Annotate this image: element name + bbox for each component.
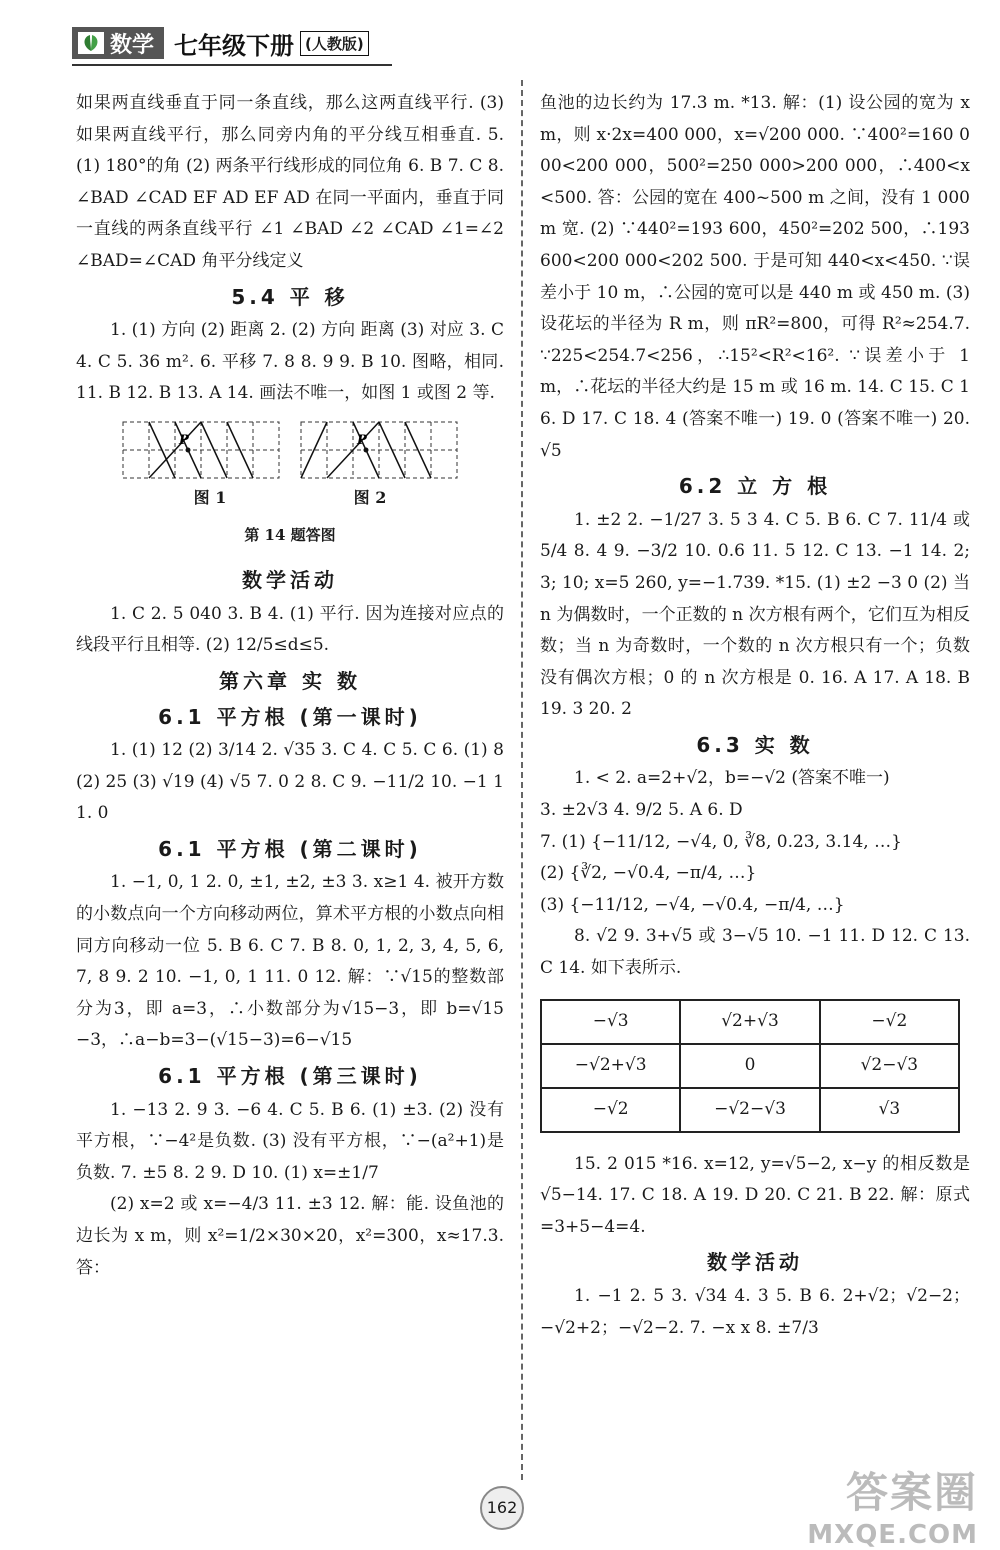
answer-paragraph: 1. C 2. 5 040 3. B 4. (1) 平行. 因为连接对应点的线段平行且相等. (2) 12/5≤d≤5.	[76, 603, 504, 656]
section-heading: 数学活动	[242, 568, 338, 593]
watermark-line-2: MXQE.COM	[807, 1520, 978, 1550]
table-cell: √2−√3	[820, 1044, 959, 1088]
answer-figures	[76, 420, 504, 480]
figure-1-grid	[121, 420, 281, 480]
table-row	[541, 1088, 959, 1132]
table-row	[541, 1044, 959, 1088]
chapter-heading: 第六章 实 数	[219, 668, 361, 693]
answer-table	[540, 999, 960, 1133]
point-label: P	[179, 432, 189, 448]
table-cell: √3	[820, 1088, 959, 1132]
section-heading: 6.1 平方根 (第一课时)	[158, 704, 422, 729]
answer-paragraph: 3. ±2√3 4. 9/2 5. A 6. D	[540, 800, 743, 821]
table-cell: −√2+√3	[541, 1044, 680, 1088]
figure-2-label: 图 2	[353, 487, 387, 507]
subject-label: 数学	[110, 32, 155, 58]
figure-2-grid	[299, 420, 459, 480]
answer-paragraph: (2) x=2 或 x=−4/3 11. ±3 12. 解：能. 设鱼池的边长为 x m，则 x²=1/2×30×20，x²=300，x≈17.3. 答：	[76, 1194, 504, 1278]
answer-paragraph: 1. −13 2. 9 3. −6 4. C 5. B 6. (1) ±3. (2) 没有平方根，∵−4²是负数. (3) 没有平方根，∵−(a²+1)是负数. 7. ±5 8. 2 9. D 10. (1) x=±1/7	[76, 1099, 504, 1183]
answer-paragraph: 15. 2 015 *16. x=12, y=√5−2, x−y 的相反数是 √5−14. 17. C 18. A 19. D 20. C 21. B 22. 解：原式=3+5−4=4.	[540, 1153, 970, 1237]
answer-paragraph: 8. √2 9. 3+√5 或 3−√5 10. −1 11. D 12. C 13. C 14. 如下表所示.	[540, 926, 970, 979]
answer-paragraph: 1. ±2 2. −1/27 3. 5 3 4. C 5. B 6. C 7. 11/4 或5/4 8. 4 9. −3/2 10. 0.6 11. 5 12. C 13. −1 14. 2; 3; 10; x=5 260, y=−1.739. *15. (1) ±2 −3 0 (2) 当 n 为偶数时，一个正数的 n 次方根有两个，它们互为相反数；当 n 为奇数时，一个数的 n 次方根只有一个；负数没有偶次方根；0 的 n 次方根是 0. 16. A 17. A 18. B 19. 3 20. 2	[540, 509, 970, 720]
edition-label: (人教版)	[300, 31, 369, 56]
section-heading: 6.1 平方根 (第三课时)	[158, 1064, 422, 1089]
answer-paragraph: 1. −1, 0, 1 2. 0, ±1, ±2, ±3 3. x≥1 4. 被开方数的小数点向一个方向移动两位，算术平方根的小数点向相同方向移动一位 5. B 6. C 7. B 8. 0, 1, 2, 3, 4, 5, 6, 7, 8 9. 2 10. −1, 0, 1 11. 0 12. 解：∵√15的整数部分为3，即 a=3，∴小数部分为√15−3，即 b=√15−3，∴a−b=3−(√15−3)=6−√15	[76, 872, 504, 1051]
figure-caption: 第 14 题答图	[244, 525, 336, 544]
point-label: P	[357, 432, 367, 448]
table-cell: √2+√3	[680, 1000, 819, 1044]
answer-paragraph: 鱼池的边长约为 17.3 m. *13. 解：(1) 设公园的宽为 x m，则 x·2x=400 000，x=√200 000. ∵400²=160 000<200 000，500²=250 000>200 000，∴400<x<500. 答：公园的宽在 400~500 m 之间，没有 1 000 m 宽. (2) ∵440²=193 600，450²=202 500，∴193 600<200 000<202 500. 于是可知 440<x<450. ∵误差小于 10 m，∴公园的宽可以是 440 m 或 450 m. (3) 设花坛的半径为 R m，则 πR²=800，可得 R²≈254.7. ∵225<254.7<256，∴15²<R²<16². ∵误差小于 1 m，∴花坛的半径大约是 15 m 或 16 m. 14. C 15. C 16. D 17. C 18. 4 (答案不唯一) 19. 0 (答案不唯一) 20. √5	[540, 93, 970, 461]
column-divider	[521, 80, 523, 1480]
watermark-line-1: 答案圈	[845, 1468, 978, 1517]
figure-labels	[130, 482, 450, 514]
watermark	[807, 1460, 978, 1550]
book-title: 七年级下册	[174, 31, 295, 60]
page-number: 162	[480, 1486, 524, 1530]
table-cell: −√2	[541, 1088, 680, 1132]
section-heading: 6.3 实 数	[696, 732, 814, 757]
answer-paragraph: 1. < 2. a=2+√2，b=−√2 (答案不唯一)	[574, 768, 890, 789]
section-heading: 5.4 平 移	[231, 284, 349, 309]
header-bar	[72, 26, 369, 60]
answer-paragraph: 如果两直线垂直于同一条直线，那么这两直线平行. (3) 如果两直线平行，那么同旁内角的平分线互相垂直. 5. (1) 180°的角 (2) 两条平行线形成的同位角 6. B 7. C 8. ∠BAD ∠CAD EF AD EF AD 在同一平面内，垂直于同一直线的两条直线平行 ∠1 ∠BAD ∠2 ∠CAD ∠1=∠2 ∠BAD=∠CAD 角平分线定义	[76, 93, 504, 271]
answer-paragraph: 7. (1) {−11/12, −√4, 0, ∛8, 0.23, 3.14, …}	[540, 831, 902, 852]
section-heading: 6.2 立 方 根	[678, 474, 832, 499]
answer-paragraph: (2) {∛2, −√0.4, −π/4, …}	[540, 863, 757, 884]
right-column	[540, 88, 970, 1344]
answer-paragraph: 1. −1 2. 5 3. √34 4. 3 5. B 6. 2+√2；√2−2；−√2+2；−√2−2. 7. −x x 8. ±7/3	[540, 1286, 970, 1338]
answer-paragraph: 1. (1) 12 (2) 3/14 2. √35 3. C 4. C 5. C 6. (1) 8 (2) 25 (3) √19 (4) √5 7. 0 2 8. C 9. −11/2 10. −1 11. 0	[76, 740, 504, 824]
answer-paragraph: (3) {−11/12, −√4, −√0.4, −π/4, …}	[540, 894, 845, 915]
section-heading: 6.1 平方根 (第二课时)	[158, 836, 422, 861]
table-cell: −√2−√3	[680, 1088, 819, 1132]
table-cell: −√2	[820, 1000, 959, 1044]
header-rule	[72, 64, 392, 66]
answer-paragraph: 1. (1) 方向 (2) 距离 2. (2) 方向 距离 (3) 对应 3. C 4. C 5. 36 m². 6. 平移 7. 8 8. 9 9. B 10. 图略，相同. 11. B 12. B 13. A 14. 画法不唯一，如图 1 或图 2 等.	[76, 320, 504, 404]
section-heading: 数学活动	[707, 1250, 803, 1275]
figure-1-label: 图 1	[193, 487, 227, 507]
table-cell: 0	[680, 1044, 819, 1088]
leaf-icon	[78, 32, 104, 54]
left-column	[76, 88, 504, 1284]
table-row	[541, 1000, 959, 1044]
table-cell: −√3	[541, 1000, 680, 1044]
subject-badge	[72, 27, 164, 59]
